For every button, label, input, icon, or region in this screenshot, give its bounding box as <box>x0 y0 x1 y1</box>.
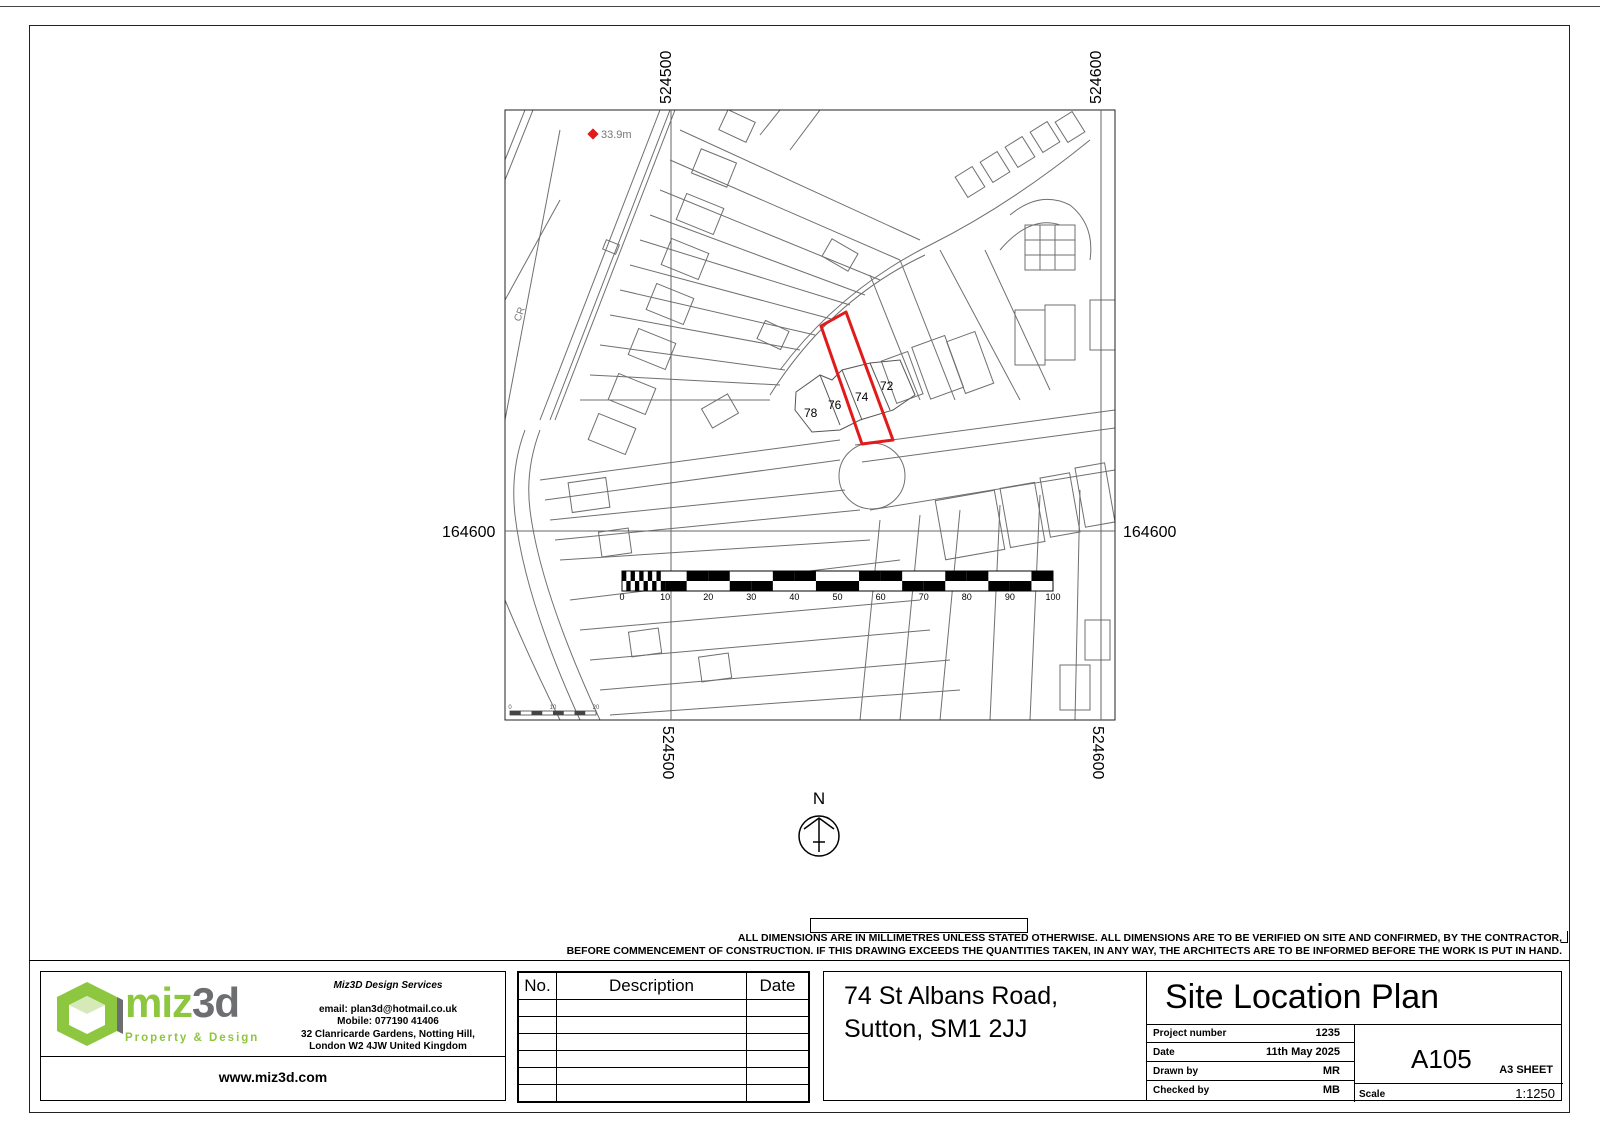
mini-scale-tick-label: 0 <box>508 705 512 711</box>
drawing-scale: 1:1250 <box>1515 1086 1555 1101</box>
scale-bar-tick-label: 70 <box>918 592 929 602</box>
drawn-by-row: Drawn by MR <box>1147 1062 1354 1081</box>
notes-line-2: BEFORE COMMENCEMENT OF CONSTRUCTION. IF THIS DRAWING EXCEEDS THE QUANTITIES TAKEN, IN ANY WAY, THE ARCHITECTS ARE TO BE INFORMED BEFORE THE WORK IS PUT IN HAND. <box>566 945 1562 957</box>
scale-bar-segment <box>626 581 630 591</box>
revision-row <box>519 1085 809 1102</box>
scale-bar-segment <box>794 571 816 581</box>
checked-by: MB <box>1322 1084 1340 1096</box>
scale-bar-segment <box>652 581 656 591</box>
mini-scale-segment <box>575 711 586 715</box>
scale-bar-segment <box>639 571 643 581</box>
scale-bar-segment <box>773 571 795 581</box>
scale-bar-tick-label: 50 <box>832 592 843 602</box>
revision-header-row <box>519 973 809 1000</box>
easting-left-top-label: 524500 <box>658 50 675 104</box>
company-block <box>40 971 506 1101</box>
scale-bar-segment <box>859 571 881 581</box>
revision-table <box>518 972 809 1102</box>
scale-bar-tick-label: 60 <box>875 592 886 602</box>
scale-bar-tick-label: 10 <box>660 592 671 602</box>
scale-bar-segment <box>1031 571 1053 581</box>
drawing-info <box>1147 1024 1355 1102</box>
revision-row <box>519 1034 809 1051</box>
project-number: 1235 <box>1315 1027 1340 1039</box>
company-address-2: London W2 4JW United Kingdom <box>309 1041 467 1052</box>
scale-bar-segment <box>708 571 730 581</box>
scale-bar-segment <box>924 581 946 591</box>
mini-scale-segment <box>532 711 543 715</box>
scale-bar-segment <box>967 571 989 581</box>
house-number-72: 72 <box>880 379 894 393</box>
notes-line-1: ALL DIMENSIONS ARE IN MILLIMETRES UNLESS STATED OTHERWISE. ALL DIMENSIONS ARE TO BE VERIFIED ON SITE AND CONFIRMED, BY THE CONTRACTOR, <box>737 932 1562 944</box>
easting-right-top-label: 524600 <box>1088 50 1105 104</box>
scale-bar-segment <box>988 581 1010 591</box>
revision-header-no: No. <box>519 973 557 1000</box>
revision-header-date: Date <box>747 973 809 1000</box>
company-divider <box>41 1056 505 1057</box>
scale-bar-segment <box>838 581 860 591</box>
notes-label-box <box>810 918 1028 933</box>
revision-row <box>519 1000 809 1017</box>
north-arrow-icon <box>799 816 839 856</box>
company-mobile: Mobile: 077190 41406 <box>337 1016 439 1027</box>
spot-height-marker <box>587 128 598 139</box>
drawing-title: Site Location Plan <box>1165 978 1440 1016</box>
logo-wordmark: miz3d <box>125 979 240 1026</box>
road-label: CR <box>512 305 528 324</box>
sheet-number: A105 <box>1411 1044 1472 1074</box>
scale-bar-segment <box>661 581 665 591</box>
site-boundary-outline <box>821 312 893 444</box>
revision-block <box>517 971 810 1103</box>
scale-bar-tick-label: 80 <box>961 592 972 602</box>
scale-bar-segment <box>687 571 709 581</box>
revision-header-description: Description <box>557 973 747 1000</box>
scale-row: Scale 1:1250 <box>1355 1083 1563 1102</box>
house-number-76: 76 <box>828 398 842 412</box>
scale-bar-segment <box>1010 581 1032 591</box>
sheet-size: A3 SHEET <box>1499 1064 1553 1076</box>
general-notes <box>522 932 1562 958</box>
easting-right-bottom-label: 524600 <box>1089 726 1106 780</box>
title-block <box>1146 971 1562 1101</box>
drawn-by: MR <box>1322 1065 1340 1077</box>
scale-bar-segment <box>881 571 903 581</box>
drawing-date: 11th May 2025 <box>1266 1046 1340 1058</box>
site-address-line-1: 74 St Albans Road, <box>844 982 1059 1010</box>
date-row: Date 11th May 2025 <box>1147 1043 1354 1062</box>
notes-bracket <box>1561 931 1568 943</box>
scale-bar-segment <box>656 571 660 581</box>
company-details <box>275 980 501 1054</box>
scale-bar-segment <box>622 571 626 581</box>
revision-row <box>519 1051 809 1068</box>
scale-bar-segment <box>635 581 639 591</box>
site-address <box>844 980 1058 1046</box>
mini-scale-bar <box>508 705 600 715</box>
scale-bar-tick-label: 90 <box>1004 592 1015 602</box>
mini-scale-tick-label: 10 <box>549 705 557 711</box>
scale-bar-segment <box>945 571 967 581</box>
revision-row <box>519 1017 809 1034</box>
project-number-row: Project number 1235 <box>1147 1024 1354 1043</box>
scale-bar-segment <box>816 581 838 591</box>
northing-right-label: 164600 <box>1123 524 1177 541</box>
mini-scale-segment <box>510 711 521 715</box>
scale-bar-segment <box>631 571 635 581</box>
house-number-78: 78 <box>804 406 818 420</box>
easting-left-bottom-label: 524500 <box>659 726 676 780</box>
scale-bar-tick-label: 0 <box>619 592 625 602</box>
scale-bar-segment <box>902 581 924 591</box>
notes-divider <box>29 960 1570 961</box>
scale-bar-tick-label: 20 <box>703 592 714 602</box>
scale-bar-segment <box>644 581 648 591</box>
scale-bar <box>619 571 1060 602</box>
spot-height-label: 33.9m <box>601 129 632 141</box>
north-label: N <box>812 789 826 808</box>
revision-row <box>519 1068 809 1085</box>
scale-bar-tick-label: 100 <box>1045 592 1061 602</box>
site-address-block <box>823 971 1147 1101</box>
site-address-line-2: Sutton, SM1 2JJ <box>844 1015 1028 1043</box>
northing-left-label: 164600 <box>442 524 496 541</box>
scale-bar-tick-label: 40 <box>789 592 800 602</box>
scale-bar-segment <box>648 571 652 581</box>
mini-scale-tick-label: 20 <box>592 705 600 711</box>
checked-by-row: Checked by MB <box>1153 1084 1340 1096</box>
house-number-74: 74 <box>855 390 869 404</box>
scale-bar-segment <box>751 581 773 591</box>
company-email: email: plan3d@hotmail.co.uk <box>318 1003 458 1015</box>
mini-scale-segment <box>553 711 564 715</box>
scale-bar-tick-label: 30 <box>746 592 757 602</box>
scale-bar-segment <box>730 581 752 591</box>
company-address-1: 32 Clanricarde Gardens, Notting Hill, <box>301 1028 475 1040</box>
logo-tagline: Property & Design <box>125 1032 260 1044</box>
company-name: Miz3D Design Services <box>333 980 443 991</box>
scale-bar-segment <box>665 581 687 591</box>
company-website: www.miz3d.com <box>218 1069 328 1085</box>
miz3d-logo-cube-icon <box>51 978 123 1050</box>
